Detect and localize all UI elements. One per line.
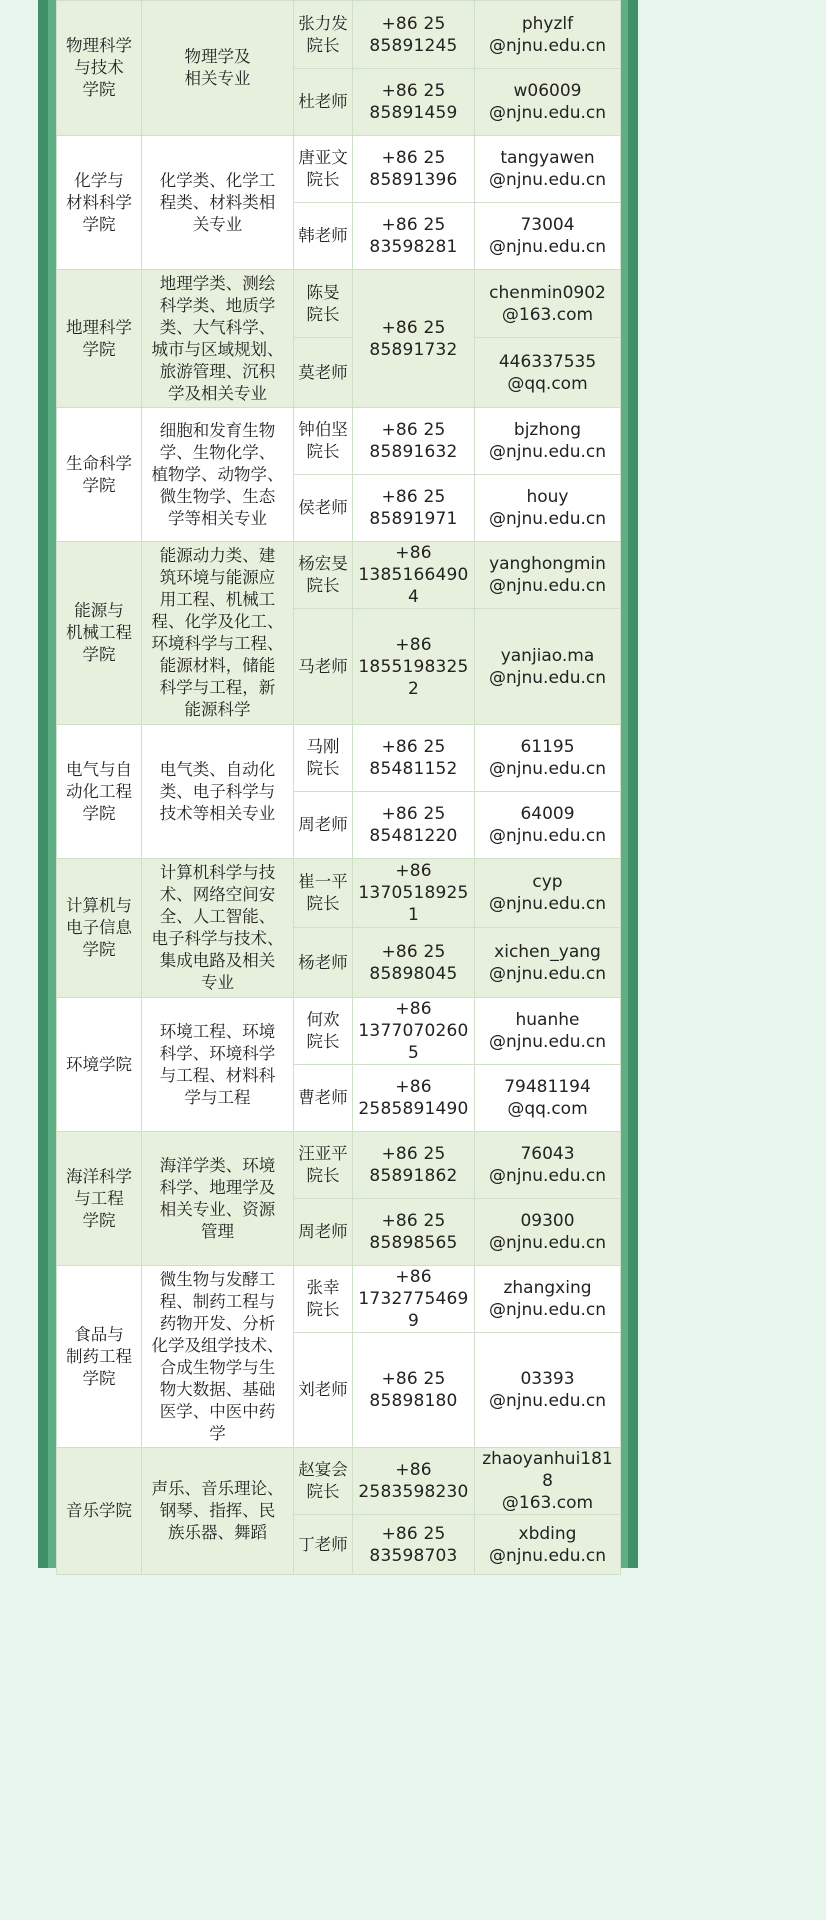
table-row <box>57 542 621 609</box>
contact-name-cell: 崔一平 院长 <box>294 859 353 928</box>
phone-cell: +86 13705189251 <box>353 859 475 928</box>
majors-cell: 电气类、自动化 类、电子科学与 技术等相关专业 <box>142 725 294 859</box>
phone-cell: +86 2583598230 <box>353 1448 475 1515</box>
phone-cell: +86 2585891490 <box>353 1065 475 1132</box>
contact-name-cell: 马刚 院长 <box>294 725 353 792</box>
email-cell: w06009 @njnu.edu.cn <box>475 69 621 136</box>
contact-name-cell: 何欢 院长 <box>294 998 353 1065</box>
table-row <box>57 1132 621 1199</box>
contact-name-cell: 杜老师 <box>294 69 353 136</box>
email-cell: 76043 @njnu.edu.cn <box>475 1132 621 1199</box>
contact-name-cell: 钟伯坚 院长 <box>294 408 353 475</box>
email-cell: chenmin0902 @163.com <box>475 270 621 338</box>
phone-cell: +86 17327754699 <box>353 1266 475 1333</box>
contact-name-cell: 周老师 <box>294 792 353 859</box>
table-row <box>57 1448 621 1515</box>
table-row <box>57 859 621 928</box>
contact-name-cell: 唐亚文 院长 <box>294 136 353 203</box>
phone-cell: +86 25 85891971 <box>353 475 475 542</box>
majors-cell: 能源动力类、建 筑环境与能源应 用工程、机械工 程、化学及化工、 环境科学与工程、 能源材料，储能 科学与工程，新 能源科学 <box>142 542 294 725</box>
phone-cell: +86 25 85891862 <box>353 1132 475 1199</box>
college-name-cell: 生命科学 学院 <box>57 408 142 542</box>
table-row <box>57 1 621 69</box>
college-name-cell: 电气与自 动化工程 学院 <box>57 725 142 859</box>
email-cell: xbding @njnu.edu.cn <box>475 1515 621 1575</box>
email-cell: cyp @njnu.edu.cn <box>475 859 621 928</box>
college-name-cell: 化学与 材料科学 学院 <box>57 136 142 270</box>
phone-cell: +86 25 85898565 <box>353 1199 475 1266</box>
contact-name-cell: 丁老师 <box>294 1515 353 1575</box>
college-name-cell: 环境学院 <box>57 998 142 1132</box>
college-name-cell: 食品与 制药工程 学院 <box>57 1266 142 1448</box>
contact-name-cell: 韩老师 <box>294 203 353 270</box>
contact-name-cell: 汪亚平 院长 <box>294 1132 353 1199</box>
contact-name-cell: 陈旻 院长 <box>294 270 353 338</box>
email-cell: 446337535 @qq.com <box>475 338 621 408</box>
email-cell: zhaoyanhui1818 @163.com <box>475 1448 621 1515</box>
email-cell: xichen_yang @njnu.edu.cn <box>475 928 621 998</box>
email-cell: huanhe @njnu.edu.cn <box>475 998 621 1065</box>
majors-cell: 地理学类、测绘 科学类、地质学 类、大气科学、 城市与区域规划、 旅游管理、沉积 学及相关专业 <box>142 270 294 408</box>
contact-name-cell: 侯老师 <box>294 475 353 542</box>
majors-cell: 化学类、化学工 程类、材料类相 关专业 <box>142 136 294 270</box>
table-row <box>57 408 621 475</box>
phone-cell: +86 18551983252 <box>353 609 475 725</box>
phone-cell: +86 25 85481220 <box>353 792 475 859</box>
table-row <box>57 270 621 338</box>
majors-cell: 声乐、音乐理论、 钢琴、指挥、民 族乐器、舞蹈 <box>142 1448 294 1575</box>
email-cell: yanjiao.ma @njnu.edu.cn <box>475 609 621 725</box>
email-cell: tangyawen @njnu.edu.cn <box>475 136 621 203</box>
college-name-cell: 音乐学院 <box>57 1448 142 1575</box>
contact-name-cell: 马老师 <box>294 609 353 725</box>
contact-name-cell: 张幸 院长 <box>294 1266 353 1333</box>
college-name-cell: 能源与 机械工程 学院 <box>57 542 142 725</box>
college-contact-table <box>56 0 621 1575</box>
email-cell: 73004 @njnu.edu.cn <box>475 203 621 270</box>
phone-cell: +86 25 83598281 <box>353 203 475 270</box>
phone-cell: +86 13851664904 <box>353 542 475 609</box>
email-cell: phyzlf @njnu.edu.cn <box>475 1 621 69</box>
contact-name-cell: 杨老师 <box>294 928 353 998</box>
table-row <box>57 998 621 1065</box>
email-cell: bjzhong @njnu.edu.cn <box>475 408 621 475</box>
contact-name-cell: 杨宏旻 院长 <box>294 542 353 609</box>
email-cell: 61195 @njnu.edu.cn <box>475 725 621 792</box>
phone-cell: +86 25 85891396 <box>353 136 475 203</box>
contact-name-cell: 赵宴会 院长 <box>294 1448 353 1515</box>
table-row <box>57 725 621 792</box>
phone-cell: +86 25 85481152 <box>353 725 475 792</box>
phone-cell: +86 25 85891459 <box>353 69 475 136</box>
majors-cell: 细胞和发育生物 学、生物化学、 植物学、动物学、 微生物学、生态 学等相关专业 <box>142 408 294 542</box>
table-row <box>57 136 621 203</box>
contact-name-cell: 曹老师 <box>294 1065 353 1132</box>
phone-cell: +86 25 83598703 <box>353 1515 475 1575</box>
majors-cell: 计算机科学与技 术、网络空间安 全、人工智能、 电子科学与技术、 集成电路及相关 专业 <box>142 859 294 998</box>
college-name-cell: 物理科学 与技术 学院 <box>57 1 142 136</box>
contact-name-cell: 周老师 <box>294 1199 353 1266</box>
majors-cell: 环境工程、环境 科学、环境科学 与工程、材料科 学与工程 <box>142 998 294 1132</box>
contact-table-sheet <box>56 0 620 1575</box>
college-name-cell: 海洋科学 与工程 学院 <box>57 1132 142 1266</box>
majors-cell: 物理学及 相关专业 <box>142 1 294 136</box>
phone-cell: +86 25 85891245 <box>353 1 475 69</box>
college-name-cell: 地理科学 学院 <box>57 270 142 408</box>
college-name-cell: 计算机与 电子信息 学院 <box>57 859 142 998</box>
email-cell: zhangxing @njnu.edu.cn <box>475 1266 621 1333</box>
contact-name-cell: 莫老师 <box>294 338 353 408</box>
phone-cell: +86 25 85891632 <box>353 408 475 475</box>
email-cell: 79481194 @qq.com <box>475 1065 621 1132</box>
email-cell: 03393 @njnu.edu.cn <box>475 1333 621 1448</box>
phone-cell: +86 25 85891732 <box>353 270 475 408</box>
majors-cell: 海洋学类、环境 科学、地理学及 相关专业、资源 管理 <box>142 1132 294 1266</box>
contact-name-cell: 刘老师 <box>294 1333 353 1448</box>
contact-name-cell: 张力发 院长 <box>294 1 353 69</box>
phone-cell: +86 25 85898045 <box>353 928 475 998</box>
email-cell: 09300 @njnu.edu.cn <box>475 1199 621 1266</box>
email-cell: yanghongmin @njnu.edu.cn <box>475 542 621 609</box>
table-row <box>57 1266 621 1333</box>
phone-cell: +86 25 85898180 <box>353 1333 475 1448</box>
email-cell: houy @njnu.edu.cn <box>475 475 621 542</box>
phone-cell: +86 13770702605 <box>353 998 475 1065</box>
email-cell: 64009 @njnu.edu.cn <box>475 792 621 859</box>
majors-cell: 微生物与发酵工 程、制药工程与 药物开发、分析 化学及组学技术、 合成生物学与生 物大数据、基础 医学、中医中药 学 <box>142 1266 294 1448</box>
